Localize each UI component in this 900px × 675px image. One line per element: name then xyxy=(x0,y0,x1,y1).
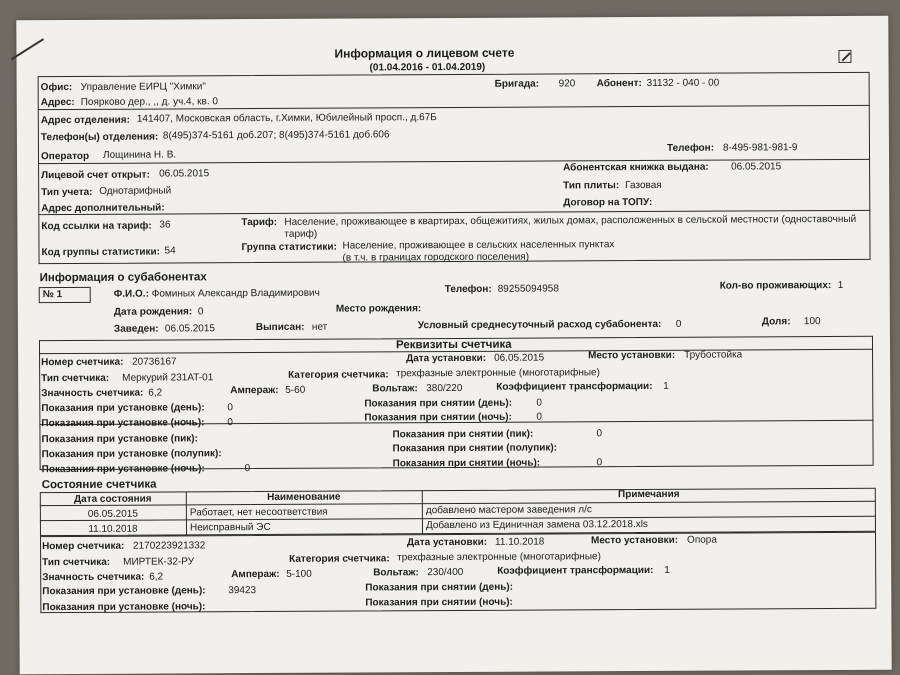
branch-phone-label: Телефон: xyxy=(666,142,715,154)
state-row-date: 06.05.2015 xyxy=(87,508,138,520)
meter1-install-day-label: Показания при установке (день): xyxy=(41,402,205,415)
metering-type-value: Однотарифный xyxy=(99,185,172,197)
tariff-code-value: 36 xyxy=(159,219,171,231)
pen-mark xyxy=(11,38,44,60)
meter1-ratio-value: 1 xyxy=(663,380,669,392)
meter1-remove-night2-label: Показания при снятии (ночь): xyxy=(392,457,541,470)
tariff-code-label: Код ссылки на тариф: xyxy=(41,220,152,233)
tariff-line-1: Население, проживающее в квартирах, общежитиях, жилых домах, расположенных в сельской местности (одноставочный xyxy=(284,213,857,228)
meter1-install-day-value: 0 xyxy=(227,402,233,414)
meter1-install-date-value: 06.05.2015 xyxy=(494,352,545,364)
stat-group-code-label: Код группы статистики: xyxy=(41,246,161,259)
office-value: Управление ЕИРЦ "Химки" xyxy=(80,81,206,93)
stove-type-label: Тип плиты: xyxy=(563,180,620,192)
document-title: Информация о лицевом счете xyxy=(334,45,515,61)
state-row-name: Неисправный ЭС xyxy=(189,521,271,534)
meter2-voltage-label: Вольтаж: xyxy=(373,567,419,579)
meter2-ratio-label: Коэффициент трансформации: xyxy=(497,564,654,577)
subscriber-number: № 1 xyxy=(42,289,63,301)
meter1-accuracy-value: 6,2 xyxy=(148,387,163,399)
meter1-install-night2-value: 0 xyxy=(244,463,251,475)
meter1-install-peak-label: Показания при установке (пик): xyxy=(41,433,198,446)
birth-date-label: Дата рождения: xyxy=(113,306,193,318)
meter1-remove-night-value: 0 xyxy=(536,411,542,423)
fio-value: Фоминых Александр Владимирович xyxy=(151,287,320,300)
meter2-install-day-label: Показания при установке (день): xyxy=(42,585,206,598)
meter1-category-label: Категория счетчика: xyxy=(288,369,389,381)
meter2-number-value: 2170223921332 xyxy=(133,540,206,552)
meter2-install-date-label: Дата установки: xyxy=(407,536,488,549)
document-period: (01.04.2016 - 01.04.2019) xyxy=(369,61,486,74)
branch-phones-value: 8(495)374-5161 доб.207; 8(495)374-5161 доб.606 xyxy=(162,129,390,142)
meter2-install-day-value: 39423 xyxy=(228,585,257,597)
meter2-remove-night-label: Показания при снятии (ночь): xyxy=(365,596,513,609)
subscriber-phone-value: 89255094958 xyxy=(497,283,559,295)
meter1-voltage-value: 380/220 xyxy=(426,382,463,395)
meter2-accuracy-label: Значность счетчика: xyxy=(42,571,145,584)
operator-label: Оператор xyxy=(40,150,90,163)
meter1-place-label: Место установки: xyxy=(588,349,676,362)
state-row-name: Работает, нет несоответствия xyxy=(189,506,328,519)
share-label: Доля: xyxy=(761,316,791,328)
meter1-type-label: Тип счетчика: xyxy=(41,372,110,385)
meter1-accuracy-label: Значность счетчика: xyxy=(41,387,144,400)
subscriber-phone-label: Телефон: xyxy=(444,283,492,296)
meter1-remove-night-label: Показания при снятии (ночь): xyxy=(364,411,512,424)
meter2-type-label: Тип счетчика: xyxy=(42,556,111,569)
stat-group-line-2: (в т.ч. в границах городского поселения) xyxy=(342,251,530,264)
meter1-number-value: 20736167 xyxy=(132,356,177,368)
branch-phone-value: 8-495-981-981-9 xyxy=(722,142,798,154)
book-issued-label: Абонентская книжка выдана: xyxy=(563,161,709,174)
meter2-place-value: Опора xyxy=(686,534,717,546)
meter1-number-label: Номер счетчика: xyxy=(41,356,124,369)
meter2-ratio-value: 1 xyxy=(664,564,670,576)
meter2-type-value: МИРТЕК-32-РУ xyxy=(123,556,195,568)
meter-details-heading: Реквизиты счетчика xyxy=(395,338,512,352)
discharged-label: Выписан: xyxy=(255,321,305,334)
meter2-amperage-label: Ампераж: xyxy=(231,568,280,581)
meter1-type-value: Меркурий 231AT-01 xyxy=(122,372,214,384)
subscriber-label: Абонент: xyxy=(596,78,642,90)
meter1-remove-night2-value: 0 xyxy=(596,457,603,469)
tariff-label: Тариф: xyxy=(241,216,278,229)
meter1-category-value: трехфазные электронные (многотарифные) xyxy=(396,367,600,380)
account-opened-label: Лицевой счет открыт: xyxy=(41,169,150,182)
birth-date-value: 0 xyxy=(197,306,204,318)
col-header-date: Дата состояния xyxy=(73,493,152,505)
avg-consumption-label: Условный среднесуточный расход субабонента: xyxy=(417,318,662,332)
document-page xyxy=(16,16,891,675)
residents-label: Кол-во проживающих: xyxy=(719,280,832,292)
address-label: Адрес: xyxy=(40,96,75,109)
meter1-install-date-label: Дата установки: xyxy=(406,352,487,365)
meter1-install-night2-label: Показания при установке (ночь): xyxy=(41,463,205,476)
metering-type-label: Тип учета: xyxy=(41,186,93,199)
state-row-note: добавлено мастером заведения л/с xyxy=(425,504,592,517)
meter1-place-value: Трубостойка xyxy=(684,349,743,361)
meter2-place-label: Место установки: xyxy=(590,534,679,547)
meter2-category-label: Категория счетчика: xyxy=(289,553,390,565)
residents-value: 1 xyxy=(837,279,844,291)
extra-address-label: Адрес дополнительный: xyxy=(41,202,165,215)
state-row-note: Добавлено из Единичная замена 03.12.2018.xls xyxy=(425,518,648,532)
topu-contract-label: Договор на ТОПУ: xyxy=(563,196,653,209)
brigade-value: 920 xyxy=(558,78,576,90)
meter2-number-label: Номер счетчика: xyxy=(42,540,125,553)
col-header-notes: Примечания xyxy=(617,488,680,501)
subscribers-heading: Информация о субабонентах xyxy=(39,271,207,285)
birth-place-label: Место рождения: xyxy=(335,303,422,315)
meter1-remove-peak-label: Показания при снятии (пик): xyxy=(392,428,534,441)
meter2-remove-day-label: Показания при снятии (день): xyxy=(365,581,514,594)
corner-stamp-icon xyxy=(838,50,851,63)
tariff-line-2: тариф) xyxy=(284,228,318,240)
avg-consumption-value: 0 xyxy=(675,318,682,330)
meter1-voltage-label: Вольтаж: xyxy=(372,383,418,395)
meter1-remove-semipeak-label: Показания при снятии (полупик): xyxy=(392,442,558,455)
account-opened-value: 06.05.2015 xyxy=(159,168,210,180)
brigade-label: Бригада: xyxy=(494,78,540,90)
office-label: Офис: xyxy=(40,81,73,94)
meter2-install-night-label: Показания при установке (ночь): xyxy=(42,601,206,614)
meter2-amperage-value: 5-100 xyxy=(286,568,312,580)
branch-phones-label: Телефон(ы) отделения: xyxy=(40,131,159,144)
col-header-name: Наименование xyxy=(267,491,341,503)
meter1-install-night-label: Показания при установке (ночь): xyxy=(41,417,205,430)
stat-group-line-1: Население, проживающее в сельских населенных пунктах xyxy=(342,239,615,252)
subscriber-value: 31132 - 040 - 00 xyxy=(646,77,720,89)
meter1-install-semipeak-label: Показания при установке (полупик): xyxy=(41,448,222,461)
meter1-remove-day-label: Показания при снятии (день): xyxy=(364,397,513,410)
meter1-remove-day-value: 0 xyxy=(536,397,542,409)
entered-label: Заведен: xyxy=(113,323,159,335)
meter2-accuracy-value: 6,2 xyxy=(149,571,164,583)
book-issued-value: 06.05.2015 xyxy=(731,161,782,173)
stat-group-label: Группа статистики: xyxy=(241,241,337,254)
share-value: 100 xyxy=(803,316,821,328)
stat-group-code-value: 54 xyxy=(164,245,176,257)
meter1-remove-peak-value: 0 xyxy=(596,428,603,440)
entered-value: 06.05.2015 xyxy=(164,323,216,335)
discharged-value: нет xyxy=(311,321,328,333)
meter2-voltage-value: 230/400 xyxy=(427,566,464,579)
meter1-amperage-label: Ампераж: xyxy=(230,384,279,397)
state-row-date: 11.10.2018 xyxy=(88,523,138,535)
meter1-amperage-value: 5-60 xyxy=(285,384,306,396)
meter2-install-date-value: 11.10.2018 xyxy=(495,536,545,548)
stove-type-value: Газовая xyxy=(625,179,662,192)
meter2-category-value: трехфазные электронные (многотарифные) xyxy=(397,551,601,564)
branch-address-label: Адрес отделения: xyxy=(40,114,130,127)
fio-label: Ф.И.О.: xyxy=(113,288,149,300)
meter-state-heading: Состояние счетчика xyxy=(41,478,157,492)
address-value: Поярково дер., ,, д. уч.4, кв. 0 xyxy=(80,96,219,108)
meter1-ratio-label: Коэффициент трансформации: xyxy=(496,380,653,393)
operator-value: Лощинина Н. В. xyxy=(102,149,177,161)
branch-address-value: 141407, Московская область, г.Химки, Юбилейный просп., д.67Б xyxy=(136,112,437,125)
meter1-install-night-value: 0 xyxy=(227,417,233,429)
